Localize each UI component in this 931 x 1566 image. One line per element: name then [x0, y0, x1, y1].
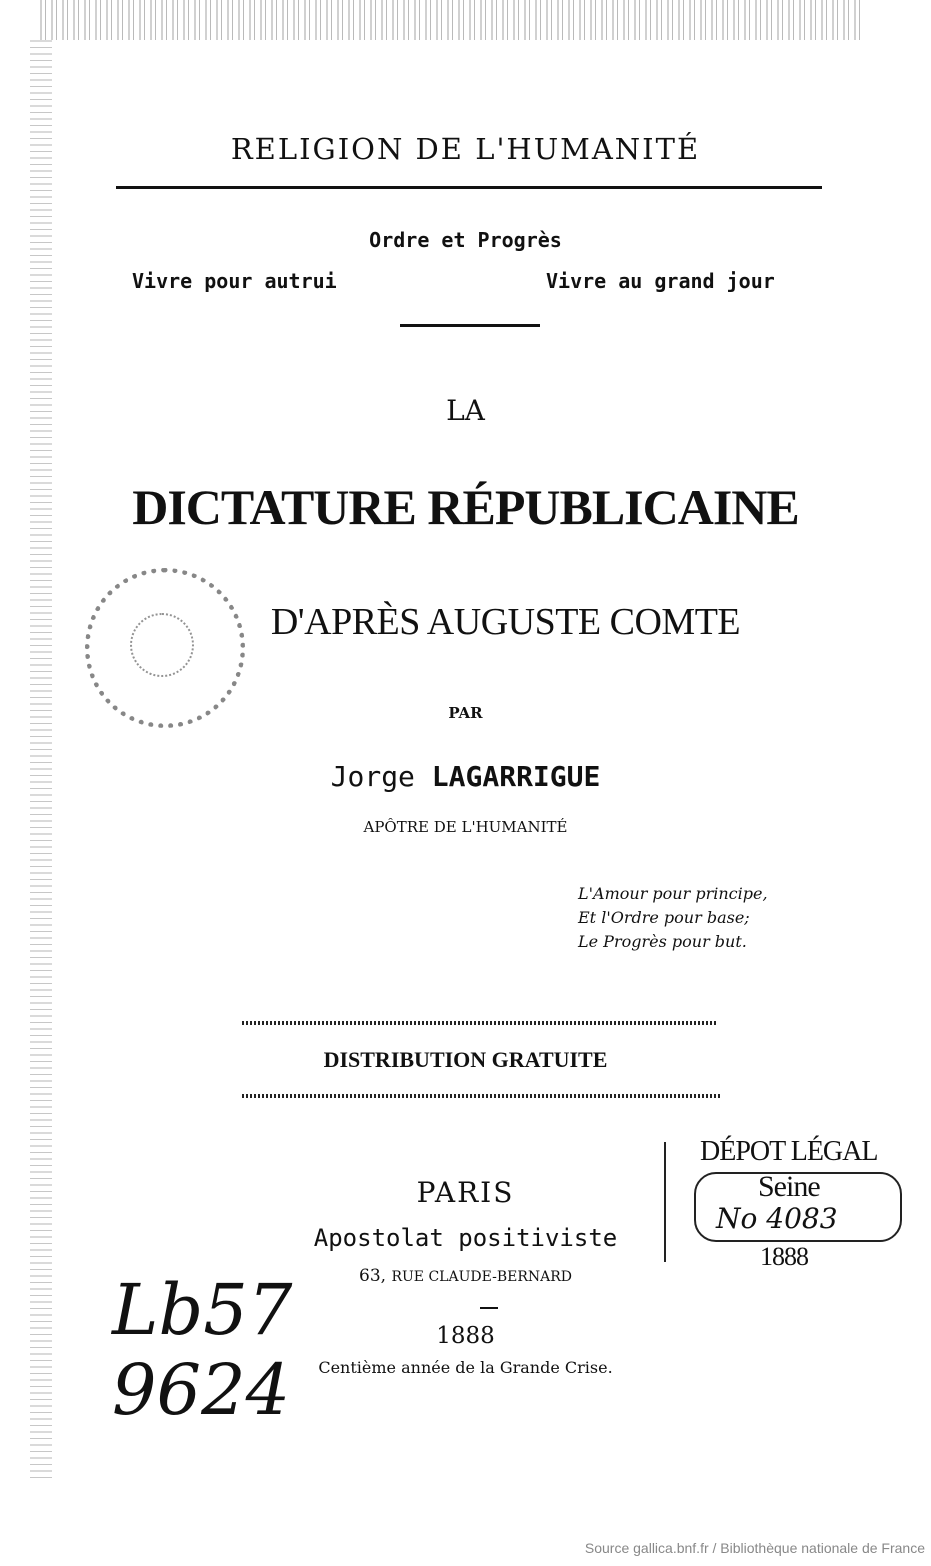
stamp-header: DÉPOT LÉGAL: [700, 1136, 878, 1167]
title-article: LA: [446, 394, 485, 427]
motto-left: Vivre pour autrui: [132, 269, 337, 293]
series-title: RELIGION DE L'HUMANITÉ: [230, 132, 701, 166]
wavy-rule: [242, 1021, 717, 1025]
wavy-rule: [242, 1094, 722, 1098]
address-street: RUE CLAUDE-BERNARD: [391, 1269, 572, 1285]
stamp-dept: Seine: [758, 1170, 820, 1203]
publisher: Apostolat positiviste: [313, 1224, 618, 1252]
motto-right: Vivre au grand jour: [546, 269, 775, 293]
epigraph: [578, 882, 768, 954]
divider: [480, 1307, 498, 1309]
divider: [116, 186, 822, 189]
source-credit: Source gallica.bnf.fr / Bibliothèque nationale de France: [584, 1540, 925, 1556]
author-first: Jorge: [330, 760, 415, 793]
depot-legal-stamp: [664, 1132, 924, 1292]
stamp-year: 1888: [760, 1242, 808, 1271]
epigraph-line: Et l'Ordre pour base;: [578, 908, 750, 927]
year: 1888: [436, 1323, 495, 1349]
stamp-border: [664, 1142, 666, 1262]
address-number: 63,: [359, 1266, 387, 1286]
author-role: APÔTRE DE L'HUMANITÉ: [363, 818, 568, 836]
title-main: DICTATURE RÉPUBLICAINE: [132, 479, 799, 535]
divider: [400, 324, 540, 327]
shelfmark-handwritten: [112, 1270, 292, 1430]
era-note: Centième année de la Grande Crise.: [318, 1358, 613, 1377]
motto-center: Ordre et Progrès: [369, 228, 562, 252]
subtitle: D'APRÈS AUGUSTE COMTE: [270, 601, 741, 643]
distribution-label: DISTRIBUTION GRATUITE: [323, 1047, 608, 1072]
author-last: LAGARRIGUE: [431, 760, 601, 793]
stamp-number: No 4083: [716, 1202, 838, 1235]
shelfmark-line: Lb57: [112, 1269, 293, 1351]
epigraph-line: L'Amour pour principe,: [578, 884, 768, 903]
epigraph-line: Le Progrès pour but.: [578, 932, 747, 951]
author: [0, 760, 931, 793]
scan-edge-top: [40, 0, 860, 40]
by-label: PAR: [448, 704, 483, 722]
shelfmark-line: 9624: [112, 1349, 291, 1431]
city: PARIS: [416, 1176, 515, 1209]
